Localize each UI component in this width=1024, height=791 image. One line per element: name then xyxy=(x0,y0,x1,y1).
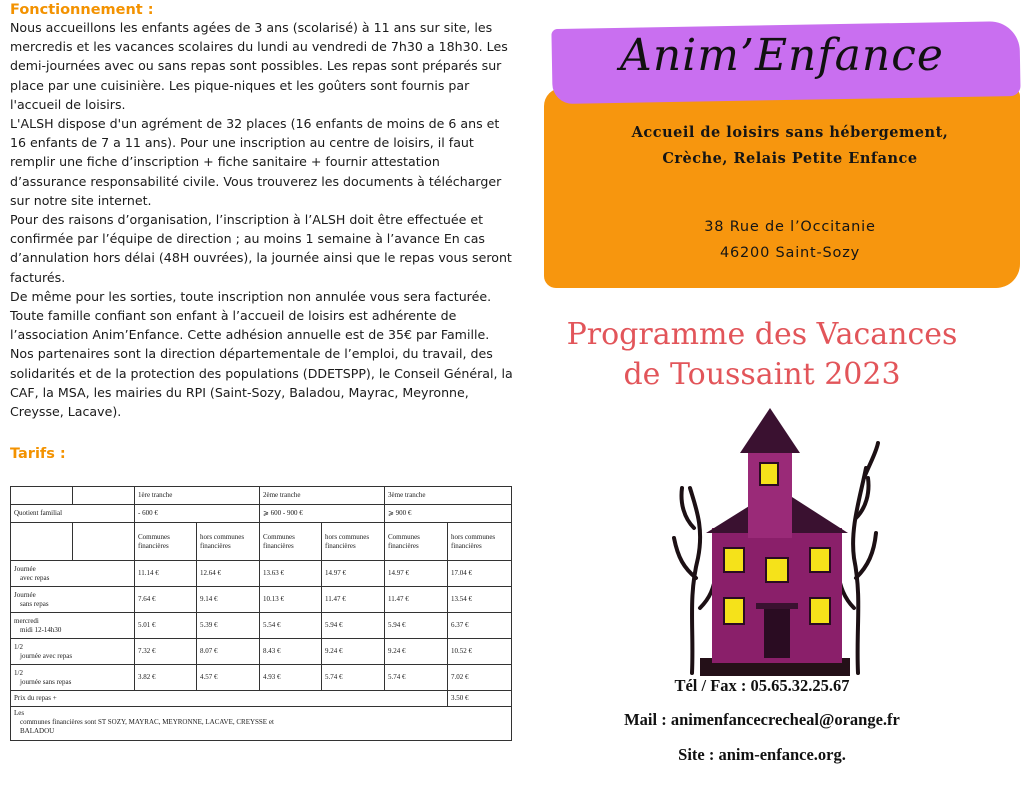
price-cell: 9.14 € xyxy=(197,587,260,613)
paragraph: Nos partenaires sont la direction départementale de l’emploi, du travail, des solidarités et de la protection des populations (DDETSPP), le Conseil Général, la CAF, la MSA, les mairies du RPI (Saint-Sozy, Baladou, Mayrac, Meyronne, Creysse, Lacave). xyxy=(10,346,513,420)
price-cell: 8.43 € xyxy=(260,639,322,665)
address xyxy=(620,214,960,266)
tarifs-table xyxy=(10,486,512,741)
price-cell: 14.97 € xyxy=(385,561,448,587)
price-cell: 3.82 € xyxy=(135,665,197,691)
table-row xyxy=(11,487,512,505)
price-cell: 17.04 € xyxy=(448,561,512,587)
quotient-cell: ⩾ 900 € xyxy=(385,505,512,523)
row-label: Journée sans repas xyxy=(11,587,135,613)
column-header: Communes financières xyxy=(260,523,322,561)
column-header: hors communes financières xyxy=(448,523,512,561)
price-cell: 5.39 € xyxy=(197,613,260,639)
column-header: hors communes financières xyxy=(322,523,385,561)
price-cell: 12.64 € xyxy=(197,561,260,587)
row-label: mercredi midi 12-14h30 xyxy=(11,613,135,639)
table-row xyxy=(11,691,512,707)
price-cell: 5.01 € xyxy=(135,613,197,639)
price-cell: 5.94 € xyxy=(385,613,448,639)
price-cell: 11.14 € xyxy=(135,561,197,587)
table-row xyxy=(11,561,512,587)
paragraph: L'ALSH dispose d'un agrément de 32 places (16 enfants de moins de 6 ans et 16 enfants de 7 a 11 ans). Pour une inscription au centre de loisirs, il faut remplir une fiche d’inscription + fiche sanitaire + fournir attestation d’assurance responsabilité civile. Vous trouverez les documents à télécharger sur notre site internet. xyxy=(10,116,502,208)
price-cell: 5.94 € xyxy=(322,613,385,639)
price-cell: 4.93 € xyxy=(260,665,322,691)
quotient-label: Quotient familial xyxy=(11,505,135,523)
tranche-header: 1ère tranche xyxy=(135,487,260,505)
price-cell: 5.74 € xyxy=(322,665,385,691)
tarifs-heading: Tarifs : xyxy=(10,446,66,462)
brand-logo-text: Anim’Enfance xyxy=(620,30,944,81)
price-cell: 13.63 € xyxy=(260,561,322,587)
price-cell: 4.57 € xyxy=(197,665,260,691)
price-cell: 9.24 € xyxy=(322,639,385,665)
tranche-header: 2ème tranche xyxy=(260,487,385,505)
table-row xyxy=(11,613,512,639)
programme-line: de Toussaint 2023 xyxy=(623,357,901,392)
website-link[interactable]: Site : anim-enfance.org. xyxy=(678,745,846,764)
table-row xyxy=(11,639,512,665)
subtitle: Accueil de loisirs sans hébergement, Crèche, Relais Petite Enfance xyxy=(631,124,949,167)
price-cell: 8.07 € xyxy=(197,639,260,665)
price-cell: 14.97 € xyxy=(322,561,385,587)
column-header: Communes financières xyxy=(135,523,197,561)
price-cell: 10.52 € xyxy=(448,639,512,665)
right-column xyxy=(540,0,1024,791)
fonctionnement-heading: Fonctionnement : xyxy=(10,2,154,18)
note-cell: Les communes financières sont ST SOZY, MAYRAC, MEYRONNE, LACAVE, CREYSSE et BALADOU xyxy=(11,707,512,741)
price-cell: 11.47 € xyxy=(385,587,448,613)
tranche-header: 3ème tranche xyxy=(385,487,512,505)
quotient-cell: ⩾ 600 - 900 € xyxy=(260,505,385,523)
price-cell: 5.74 € xyxy=(385,665,448,691)
paragraph: Toute famille confiant son enfant à l’accueil de loisirs est adhérente de l’association Anim’Enfance. Cette adhésion annuelle est de 35€ par Famille. xyxy=(10,308,490,343)
email[interactable]: Mail : animenfancecrecheal@orange.fr xyxy=(624,710,900,729)
paragraph: De même pour les sorties, toute inscription non annulée vous sera facturée. xyxy=(10,288,492,304)
column-header: hors communes financières xyxy=(197,523,260,561)
table-row xyxy=(11,587,512,613)
tel-fax: Tél / Fax : 05.65.32.25.67 xyxy=(674,676,850,695)
price-cell: 11.47 € xyxy=(322,587,385,613)
programme-title xyxy=(540,315,984,395)
fonctionnement-text xyxy=(10,18,515,421)
price-cell: 13.54 € xyxy=(448,587,512,613)
quotient-cell: - 600 € xyxy=(135,505,260,523)
table-row xyxy=(11,707,512,741)
price-cell: 7.64 € xyxy=(135,587,197,613)
address-line: 38 Rue de l’Occitanie xyxy=(704,219,876,235)
table-row xyxy=(11,665,512,691)
row-label: 1/2 journée sans repas xyxy=(11,665,135,691)
price-cell: 7.02 € xyxy=(448,665,512,691)
price-cell: 5.54 € xyxy=(260,613,322,639)
row-label: 1/2 journée avec repas xyxy=(11,639,135,665)
table-row xyxy=(11,523,512,561)
haunted-house-illustration xyxy=(670,408,880,676)
price-cell: 10.13 € xyxy=(260,587,322,613)
programme-line: Programme des Vacances xyxy=(566,317,958,352)
price-cell: 7.32 € xyxy=(135,639,197,665)
column-header: Communes financières xyxy=(385,523,448,561)
table-row xyxy=(11,505,512,523)
price-cell: 9.24 € xyxy=(385,639,448,665)
address-line: 46200 Saint-Sozy xyxy=(719,245,861,261)
paragraph: Pour des raisons d’organisation, l’inscription à l’ALSH doit être effectuée et confirmée par l’équipe de direction ; au moins 1 semaine à l’avance En cas d’annulation hors délai (48H ouvrées), la journée ainsi que le repas vous seront facturés. xyxy=(10,212,512,285)
row-label: Journée avec repas xyxy=(11,561,135,587)
price-cell: 6.37 € xyxy=(448,613,512,639)
paragraph: Nous accueillons les enfants agées de 3 ans (scolarisé) à 11 ans sur site, les mercredis et les vacances scolaires du lundi au vendredi de 7h30 a 18h30. Les demi-journées avec ou sans repas sont possibles. Les repas sont préparés sur place par une cuisinière. Les pique-niques et les goûters sont fournis par l'accueil de loisirs. xyxy=(10,20,508,112)
left-column xyxy=(10,2,515,421)
repas-label: Prix du repas + xyxy=(11,691,448,707)
repas-value: 3.50 € xyxy=(448,691,512,707)
